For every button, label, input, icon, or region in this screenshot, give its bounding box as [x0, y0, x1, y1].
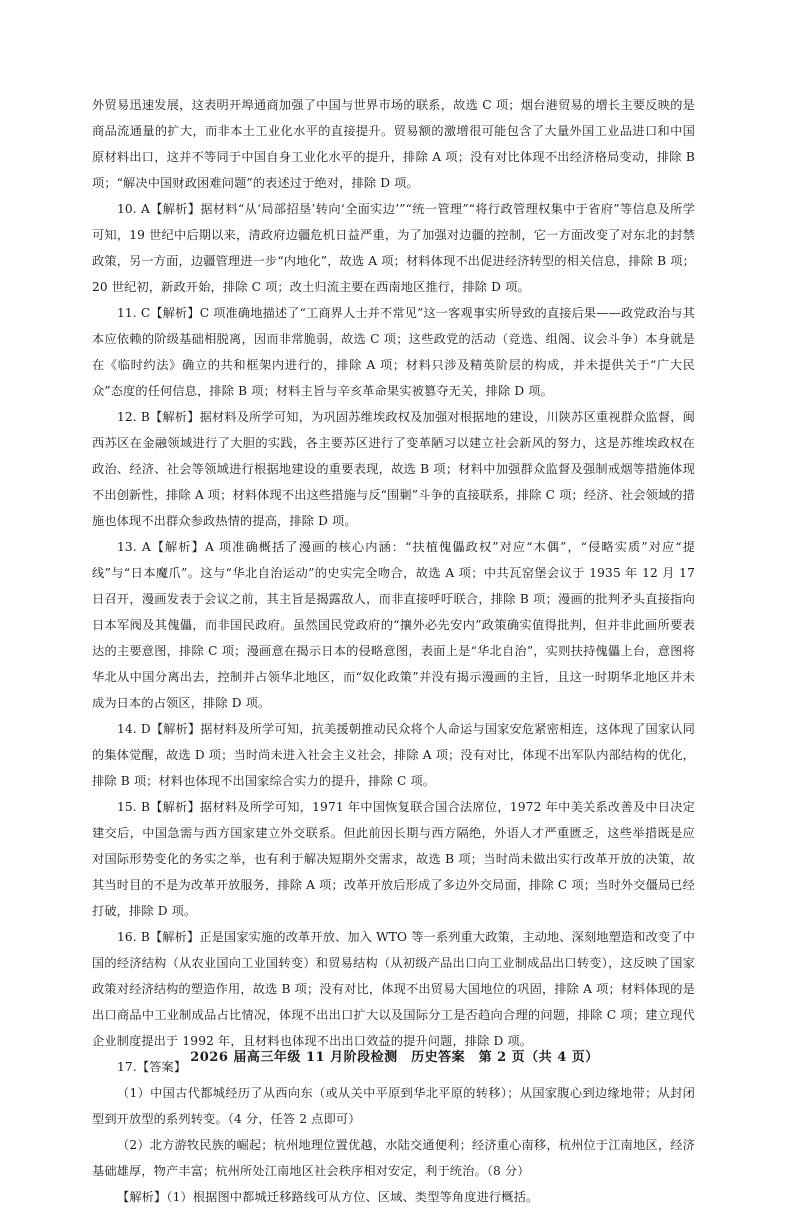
paragraph-q17-heading: 17.【答案】 [117, 1060, 187, 1074]
paragraph-q14: 14. D【解析】据材料及所学可知，抗美援朝推动民众将个人命运与国家安危紧密相连，这体现了国家认同的集体觉醒，故选 D 项；当时尚未进入社会主义社会，排除 A 项；没有对比，体现不出军队内部结构的优化，排除 B 项；材料也体现不出国家综合实力的提升，排除 C 项。 [92, 722, 695, 788]
paragraph-q12: 12. B【解析】据材料及所学可知，为巩固苏维埃政权及加强对根据地的建设，川陕苏区重视群众监督，闽西苏区在金融领域进行了大胆的实践，各主要苏区进行了变革陋习以建立社会新风的努力，这是苏维埃政权在政治、经济、社会等领域进行根据地建设的重要表现，故选 B 项；材料中加强群众监督及强制戒烟等措施体现不出创新性，排除 A 项；材料体现不出这些措施与反“围剿”斗争的直接联系，排除 C 项；经济、社会领域的措施也体现不出群众参政热情的提高，排除 D 项。 [92, 410, 695, 528]
paragraph-q11: 11. C【解析】C 项准确地描述了“工商界人士并不常见”这一客观事实所导致的直接后果——政党政治与其本应依赖的阶级基础相脱离，因而非常脆弱，故选 C 项；这些政党的活动（竞选、组阁、议会斗争）本身就是在《临时约法》确立的共和框架内进行的，排除 A 项；材料只涉及精英阶层的构成，并未提供关于“广大民众”态度的任何信息，排除 B 项；材料主旨与辛亥革命果实被篡夺无关，排除 D 项。 [92, 306, 695, 398]
paragraph-q13: 13. A【解析】A 项准确概括了漫画的核心内涵：“扶植傀儡政权”对应“木偶”，“侵略实质”对应“提线”与“日本魔爪”。这与“华北自治运动”的史实完全吻合，故选 A 项；中共瓦窑堡会议于 1935 年 12 月 17 日召开，漫画发表于会议之前，其主旨是揭露敌人，而非直接呼吁联合，排除 B 项；漫画的批判矛头直接指向日本军阀及其傀儡，而非国民政府。虽然国民党政府的“攘外必先安内”政策确实值得批判，但并非此画所要表达的主要意图，排除 C 项；漫画意在揭示日本的侵略意图，表面上是“华北自治”，实则扶持傀儡上台，意图将华北从中国分离出去，控制并占领华北地区，而“奴化政策”并没有揭示漫画的主旨，且这一时期华北地区并未成为日本的占领区，排除 D 项。 [92, 540, 695, 710]
paragraph-q10: 10. A【解析】据材料“从‘局部招垦’转向‘全面实边’”“统一管理”“将行政管理权集中于省府”等信息及所学可知，19 世纪中后期以来，清政府边疆危机日益严重，为了加强对边疆的控制，它一方面改变了对东北的封禁政策，另一方面，边疆管理进一步“内地化”，故选 A 项；材料体现不出促进经济转型的相关信息，排除 B 项；20 世纪初，新政开始，排除 C 项；改土归流主要在西南地区推行，排除 D 项。 [92, 202, 695, 294]
paragraph-q17-answer-1: （1）中国古代都城经历了从西向东（或从关中平原到华北平原的转移）；从国家腹心到边缘地带；从封闭型到开放型的系列转变。（4 分，任答 2 点即可） [92, 1086, 695, 1126]
paragraph-q17-answer-2: （2）北方游牧民族的崛起；杭州地理位置优越，水陆交通便利；经济重心南移，杭州位于江南地区，经济基础雄厚，物产丰富；杭州所处江南地区社会秩序相对安定，利于统治。（8 分） [92, 1138, 695, 1178]
answer-body [92, 92, 695, 1210]
paragraph-q16: 16. B【解析】正是国家实施的改革开放、加入 WTO 等一系列重大政策，主动地、深刻地塑造和改变了中国的经济结构（从农业国向工业国转变）和贸易结构（从初级产品出口向工业制成品出口转变），这反映了国家政策对经济结构的塑造作用，故选 B 项；没有对比，体现不出贸易大国地位的巩固，排除 A 项；材料体现的是出口商品中工业制成品占比情况，体现不出出口扩大以及国际分工是否趋向合理的问题，排除 C 项；建立现代企业制度提出于 1992 年，且材料也体现不出出口效益的提升问题，排除 D 项。 [92, 930, 695, 1048]
page-footer: 2026 届高三年级 11 月阶段检测 历史答案 第 2 页（共 4 页） [190, 1050, 599, 1065]
paragraph-q17-analysis: 【解析】（1）根据图中都城迁移路线可从方位、区域、类型等角度进行概括。 [117, 1190, 539, 1204]
paragraph-q15: 15. B【解析】据材料及所学可知，1971 年中国恢复联合国合法席位，1972 年中美关系改善及中日决定建交后，中国急需与西方国家建立外交联系。但此前因长期与西方隔绝，外语人才严重匮乏，这些举措既是应对国际形势变化的务实之举，也有利于解决短期外交需求，故选 B 项；当时尚未做出实行改革开放的决策，故其当时目的不是为改革开放服务，排除 A 项；改革开放后形成了多边外交局面，排除 C 项；当时外交僵局已经打破，排除 D 项。 [92, 800, 695, 918]
paragraph-continuation-q9: 外贸易迅速发展，这表明开埠通商加强了中国与世界市场的联系，故选 C 项；烟台港贸易的增长主要反映的是商品流通量的扩大，而非本土工业化水平的直接提升。贸易额的激增很可能包含了大量外国工业品进口和中国原材料出口，这并不等同于中国自身工业化水平的提升，排除 A 项；没有对比体现不出经济格局变动，排除 B 项；“解决中国财政困难问题”的表述过于绝对，排除 D 项。 [92, 98, 695, 190]
